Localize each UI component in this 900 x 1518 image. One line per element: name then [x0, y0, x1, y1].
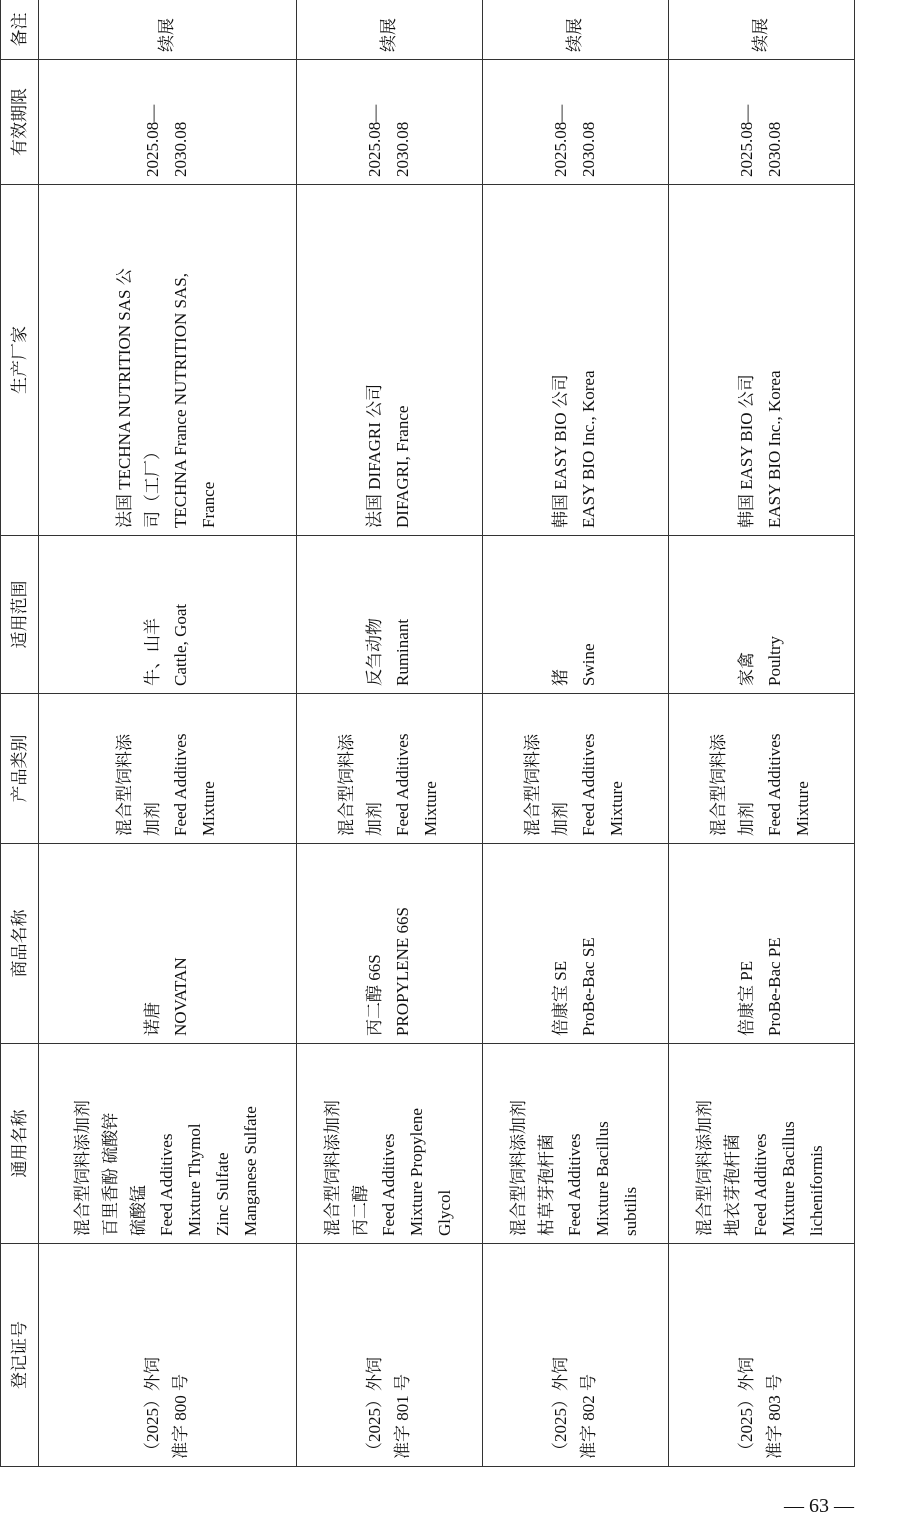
generic-name: 混合型饲料添加剂 丙二醇 Feed Additives Mixture Propylene Glycol: [323, 1100, 455, 1236]
application-scope: 牛、山羊 Cattle, Goat: [143, 603, 191, 686]
remark: 续展: [751, 18, 771, 52]
registration-number-cell: [668, 1244, 854, 1467]
manufacturer-cell: [482, 185, 668, 536]
registration-number: （2025）外饲 准字 801 号: [365, 1357, 413, 1459]
table-header-row: [1, 0, 39, 1467]
registration-number-cell: [39, 1244, 297, 1467]
manufacturer: 法国 DIFAGRI 公司 DIFAGRI, France: [365, 383, 413, 528]
trade-name-cell: [482, 844, 668, 1044]
table-row: [668, 0, 854, 1467]
trade-name: 丙二醇 66S PROPYLENE 66S: [365, 907, 413, 1036]
product-category-cell: [668, 694, 854, 844]
scope-cell: [296, 536, 482, 694]
validity-period: 2025.08— 2030.08: [551, 104, 599, 177]
generic-name: 混合型饲料添加剂 百里香酚 硫酸锌 硫酸锰 Feed Additives Mixture Thymol Zinc Sulfate Manganese Sulfate: [73, 1100, 261, 1236]
validity-period: 2025.08— 2030.08: [365, 104, 413, 177]
product-category: 混合型饲料添 加剂 Feed Additives Mixture: [115, 733, 219, 836]
validity-cell: [482, 60, 668, 185]
product-category-cell: [482, 694, 668, 844]
product-category: 混合型饲料添 加剂 Feed Additives Mixture: [337, 733, 441, 836]
registration-number: （2025）外饲 准字 800 号: [143, 1357, 191, 1459]
product-category-cell: [296, 694, 482, 844]
table-row: [296, 0, 482, 1467]
remark-cell: [482, 0, 668, 60]
remark: 续展: [379, 18, 399, 52]
table-row: [482, 0, 668, 1467]
header-scope: 适用范围: [1, 536, 39, 694]
trade-name-cell: [39, 844, 297, 1044]
manufacturer-cell: [296, 185, 482, 536]
generic-name-cell: [296, 1044, 482, 1244]
application-scope: 家禽 Poultry: [737, 635, 785, 686]
table-row: [39, 0, 297, 1467]
generic-name-cell: [668, 1044, 854, 1244]
manufacturer-cell: [668, 185, 854, 536]
manufacturer-cell: [39, 185, 297, 536]
validity-cell: [39, 60, 297, 185]
trade-name-cell: [296, 844, 482, 1044]
validity-period: 2025.08— 2030.08: [143, 104, 191, 177]
generic-name: 混合型饲料添加剂 枯草芽孢杆菌 Feed Additives Mixture Bacillus subtilis: [509, 1100, 641, 1236]
header-validity: 有效期限: [1, 60, 39, 185]
product-category: 混合型饲料添 加剂 Feed Additives Mixture: [523, 733, 627, 836]
validity-period: 2025.08— 2030.08: [737, 104, 785, 177]
scope-cell: [668, 536, 854, 694]
page-number: — 63 —: [784, 1495, 854, 1517]
remark-cell: [39, 0, 297, 60]
manufacturer: 法国 TECHNA NUTRITION SAS 公 司（工厂） TECHNA France NUTRITION SAS, France: [115, 268, 219, 528]
header-trade-name: 商品名称: [1, 844, 39, 1044]
trade-name: 倍康宝 PE ProBe-Bac PE: [737, 937, 785, 1036]
scope-cell: [39, 536, 297, 694]
header-product-category: 产品类别: [1, 694, 39, 844]
application-scope: 反刍动物 Ruminant: [365, 618, 413, 686]
trade-name: 诺唐 NOVATAN: [143, 957, 191, 1036]
header-generic-name: 通用名称: [1, 1044, 39, 1244]
trade-name-cell: [668, 844, 854, 1044]
product-category-cell: [39, 694, 297, 844]
scope-cell: [482, 536, 668, 694]
registration-number: （2025）外饲 准字 803 号: [737, 1357, 785, 1459]
generic-name-cell: [482, 1044, 668, 1244]
registration-number-cell: [482, 1244, 668, 1467]
remark: 续展: [157, 18, 177, 52]
registration-number: （2025）外饲 准字 802 号: [551, 1357, 599, 1459]
remark-cell: [668, 0, 854, 60]
header-manufacturer: 生产厂家: [1, 185, 39, 536]
application-scope: 猪 Swine: [551, 643, 599, 686]
registration-number-cell: [296, 1244, 482, 1467]
validity-cell: [296, 60, 482, 185]
remark: 续展: [565, 18, 585, 52]
product-category: 混合型饲料添 加剂 Feed Additives Mixture: [709, 733, 813, 836]
generic-name: 混合型饲料添加剂 地衣芽孢杆菌 Feed Additives Mixture Bacillus licheniformis: [695, 1100, 827, 1236]
manufacturer: 韩国 EASY BIO 公司 EASY BIO Inc., Korea: [551, 370, 599, 528]
remark-cell: [296, 0, 482, 60]
validity-cell: [668, 60, 854, 185]
trade-name: 倍康宝 SE ProBe-Bac SE: [551, 937, 599, 1036]
generic-name-cell: [39, 1044, 297, 1244]
header-remark: 备注: [1, 0, 39, 60]
header-registration-number: 登记证号: [1, 1244, 39, 1467]
manufacturer: 韩国 EASY BIO 公司 EASY BIO Inc., Korea: [737, 370, 785, 528]
